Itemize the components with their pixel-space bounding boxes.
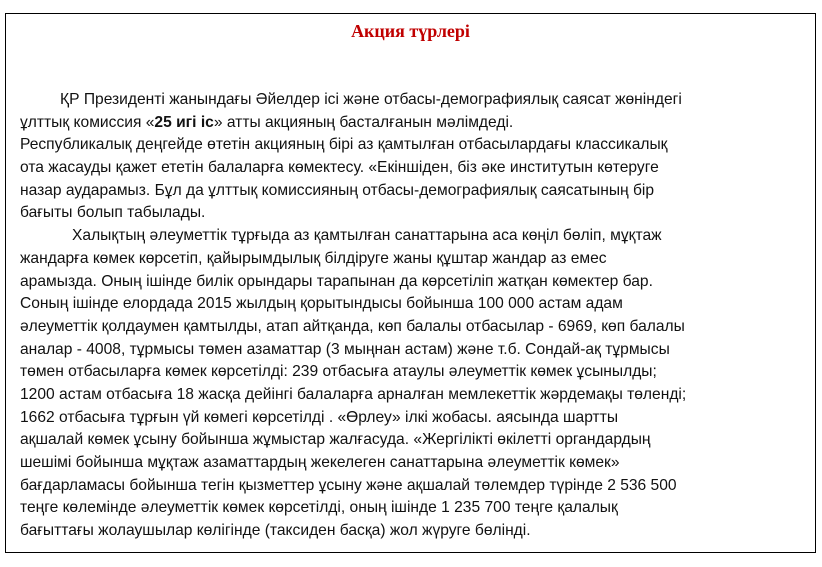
paragraph-2-line: бағыты болып табылады. [20, 204, 206, 222]
paragraph-3-line: Халықтың әлеуметтік тұрғыда аз қамтылған санаттарына аса көңіл бөліп, мұқтаж [72, 227, 662, 245]
commission-text: ұлттық комиссия « [20, 113, 155, 131]
paragraph-1-line-2 [20, 112, 810, 135]
paragraph-3-line: әлеуметтік қолдаумен қамтылды, атап айтқанда, көп балалы отбасылар - 6969, көп балалы [20, 317, 685, 335]
paragraph-3-line: 1662 отбасыға тұрғын үй көмегі көрсетілді . «Өрлеу» ілкі жобасы. аясында шартты [20, 408, 619, 426]
paragraph-2-line: ота жасауды қажет ететін балаларға көмектесу. «Екіншіден, біз әке институтын көтеруге [20, 159, 659, 177]
document-title: Акция түрлері [351, 21, 470, 41]
action-name-bold: 25 игі іс [154, 113, 214, 131]
paragraph-3-line: төмен отбасыларға көмек көрсетілді: 239 отбасыға атаулы әлеуметтік көмек ұсынылды; [20, 363, 657, 381]
paragraph-3-line: арамызда. Оның ішінде билік орындары тарапынан да көрсетіліп жатқан көмектер бар. [20, 272, 653, 290]
paragraph-3-line: 1200 астам отбасыға 18 жасқа дейінгі балаларға арналған мемлекеттік жәрдемақы төленді; [20, 385, 687, 403]
paragraph-2-line: Республикалық деңгейде өтетін акцияның бірі аз қамтылған отбасылардағы классикалық [20, 136, 668, 154]
paragraph-3-line: ақшалай көмек ұсыну бойынша жұмыстар жалғасуда. «Жергілікті өкілетті органдардың [20, 431, 651, 449]
paragraph-1-line-1: ҚР Президенті жанындағы Әйелдер ісі және отбасы-демографиялық саясат жөніндегі [60, 91, 682, 108]
document-frame [5, 13, 816, 553]
paragraph-3-line: бағыттағы жолаушылар көлігінде (таксиден басқа) жол жүруге бөлінді. [20, 522, 531, 540]
paragraph-3-line: теңге көлемінде әлеуметтік көмек көрсетілді, оның ішінде 1 235 700 теңге қалалық [20, 499, 618, 517]
paragraph-3-line: Соның ішінде елордада 2015 жылдың қорытындысы бойынша 100 000 астам адам [20, 295, 623, 313]
paragraph-3-line: бағдарламасы бойынша тегін қызметтер ұсыну және ақшалай төлемдер түрінде 2 536 500 [20, 476, 677, 494]
paragraph-3-line: жандарға көмек көрсетіп, қайырымдылық білдіруге жаны құштар жандар аз емес [20, 249, 607, 267]
announcement-text: » атты акцияның басталғанын мәлімдеді. [213, 113, 514, 131]
paragraph-2-line: назар аударамыз. Бұл да ұлттық комиссияның отбасы-демографиялық саясатының бір [20, 181, 655, 199]
document-body [20, 89, 810, 543]
paragraph-3-line: аналар - 4008, тұрмысы төмен азаматтар (3 мыңнан астам) және т.б. Сондай-ақ тұрмысы [20, 340, 670, 358]
paragraph-3-line: шешімі бойынша мұқтаж азаматтардың жекелеген санаттарына әлеуметтік көмек» [20, 454, 620, 471]
